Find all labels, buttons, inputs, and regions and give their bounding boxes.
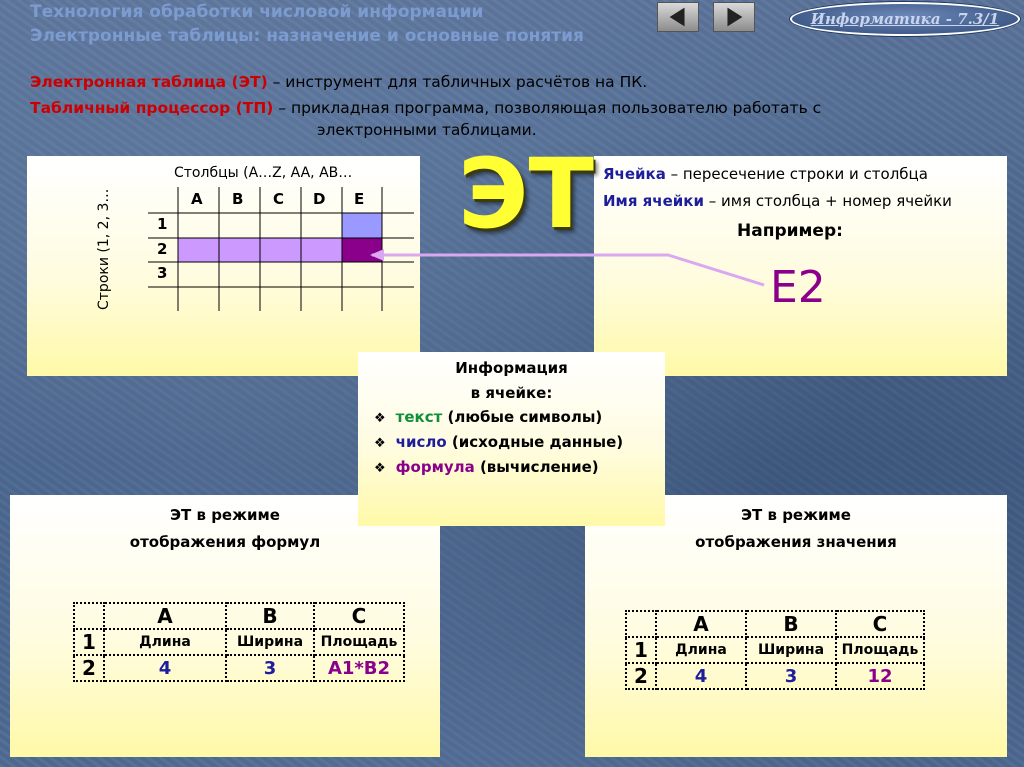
rows-label: Строки (1, 2, 3… [96,188,112,310]
info-item-text [374,408,602,426]
cell-term-text: – пересечение строки и столбца [665,165,928,183]
table-cell: 4 [656,663,746,689]
column-header: B [232,190,244,208]
cell-term: Ячейка [603,165,666,183]
column-header: C [273,190,285,208]
formulas-mode-subtitle: отображения формул [129,533,321,551]
definition-text-continued: электронными таблицами. [317,121,537,139]
diamond-bullet-icon: ❖ [374,461,386,476]
table-cell: Ширина [226,629,314,655]
info-rest: (вычисление) [474,458,599,476]
column-header: C [314,603,404,629]
info-item-formula [374,458,599,476]
table-cell: 4 [104,655,226,681]
column-header: C [836,611,924,637]
course-badge-label: Информатика - 7.3/1 [810,10,1000,28]
table-cell: Площадь [836,637,924,663]
row-number: 1 [74,629,104,655]
row-number: 2 [626,663,656,689]
table-cell: A1*B2 [314,655,404,681]
corner-cell [626,611,656,637]
values-mode-subtitle: отображения значения [695,533,897,551]
column-header: B [226,603,314,629]
info-key: формула [395,458,475,476]
info-item-number [374,433,623,451]
cell-name-definition [603,192,952,210]
info-title: Информация [455,359,568,377]
big-et-label: ЭТ [458,138,594,250]
column-header: A [104,603,226,629]
example-value: E2 [770,262,826,313]
table-cell: 12 [836,663,924,689]
columns-label: Столбцы (A…Z, AA, AB… [174,165,353,181]
info-rest: (любые символы) [442,408,603,426]
values-mode-title: ЭТ в режиме [741,506,851,524]
info-rest: (исходные данные) [446,433,624,451]
cell-name-text: – имя столбца + номер ячейки [703,192,952,210]
table-cell: Длина [656,637,746,663]
row-number: 1 [626,637,656,663]
info-key: число [395,433,447,451]
cell-name-term: Имя ячейки [603,192,704,210]
column-header: D [313,190,326,208]
row-number: 2 [74,655,104,681]
formulas-table [73,602,405,682]
table-cell: Площадь [314,629,404,655]
table-cell: Ширина [746,637,836,663]
table-cell: 3 [226,655,314,681]
selected-cell [342,238,382,262]
row-header: 2 [157,240,168,258]
definition-text: – инструмент для табличных расчётов на ПК. [267,73,648,91]
example-label: Например: [737,221,843,241]
slide-subtitle: Электронные таблицы: назначение и основные понятия [30,26,584,46]
row-header: 1 [157,215,168,233]
column-highlight [342,213,382,238]
info-key: текст [395,408,443,426]
table-cell: Длина [104,629,226,655]
diamond-bullet-icon: ❖ [374,436,386,451]
table-cell: 3 [746,663,836,689]
definition-text: – прикладная программа, позволяющая пользователю работать с [273,99,822,117]
formulas-mode-title: ЭТ в режиме [170,506,280,524]
cell-definition [603,165,928,183]
definition-term: Электронная таблица (ЭТ) [30,73,268,91]
row-header: 3 [157,264,168,282]
pointer-line [372,255,764,285]
column-header: A [191,190,203,208]
column-header: B [746,611,836,637]
diamond-bullet-icon: ❖ [374,411,386,426]
column-header: A [656,611,746,637]
definition-term: Табличный процессор (ТП) [30,99,274,117]
info-subtitle: в ячейке: [470,384,553,402]
corner-cell [74,603,104,629]
values-table [625,610,925,690]
slide-title: Технология обработки числовой информации [30,2,484,22]
column-header: E [354,190,365,208]
